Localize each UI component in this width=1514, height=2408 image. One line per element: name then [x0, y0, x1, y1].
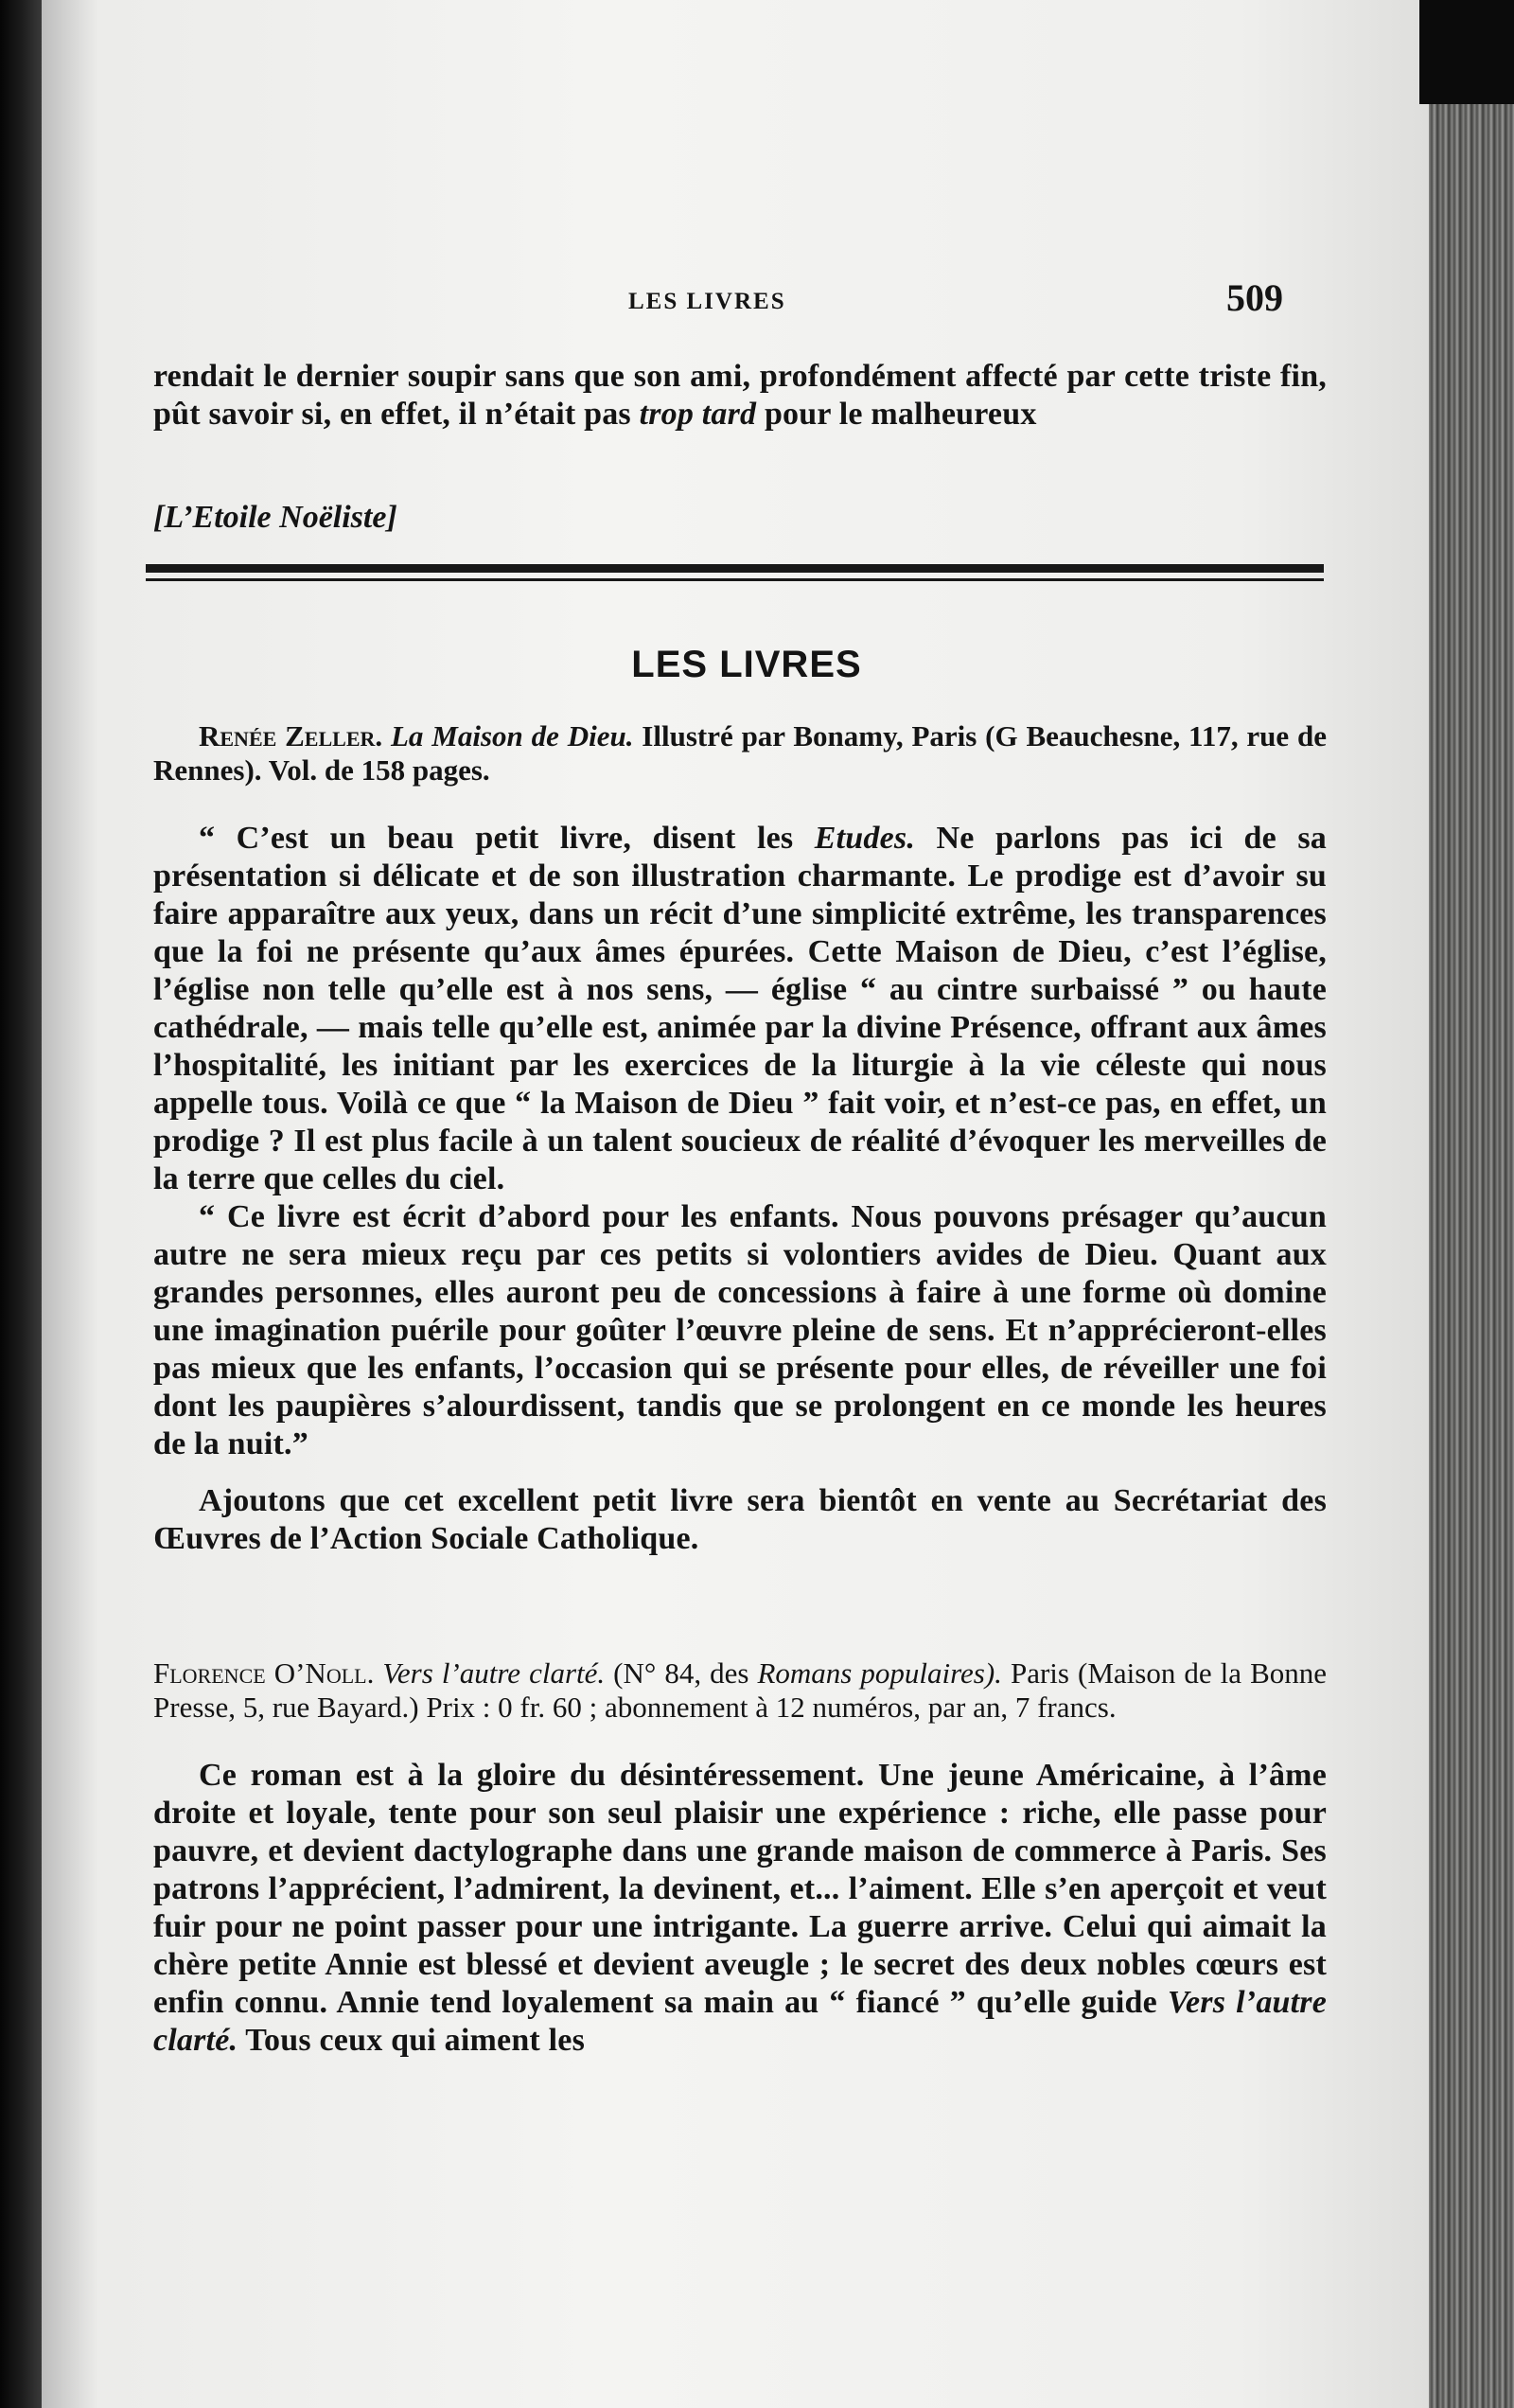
- book-1-reference: [153, 719, 1327, 788]
- page-edges-stack: [1429, 104, 1514, 2408]
- review-1-text-a: “ C’est un beau petit livre, disent les: [199, 821, 815, 856]
- continuation-text: [153, 358, 1327, 434]
- book-2-title: Vers l’autre clarté.: [382, 1656, 606, 1690]
- review-1-journal: Etudes.: [814, 821, 916, 856]
- section-rule-thin: [146, 578, 1324, 581]
- book-2-details-b: Paris (Maison de la Bonne Presse, 5, rue Bayard.) Prix : 0 fr. 60 ; abonnement à 12 numéros, par an, 7 francs.: [153, 1656, 1328, 1724]
- section-title: LES LIVRES: [631, 644, 862, 685]
- book-2-series: Romans populaires).: [757, 1656, 1002, 1690]
- book-page: [42, 0, 1452, 2408]
- book-entry-1: [153, 719, 1327, 1558]
- section-rule-thick: [146, 564, 1324, 573]
- page-edge-shadow: [1419, 0, 1514, 104]
- book-2-author: Florence O’Noll.: [153, 1656, 375, 1690]
- page-number: 509: [1226, 276, 1283, 319]
- book-1-review-paragraph-1: [153, 820, 1327, 1198]
- continuation-line-2: par cette triste fin, pût savoir si, en effet, il n’était pas: [153, 359, 1328, 432]
- book-2-details-a: (N° 84, des: [605, 1656, 758, 1690]
- book-2-review: [153, 1757, 1327, 2060]
- book-spine-shadow: [0, 0, 42, 2408]
- continuation-paragraph: [153, 358, 1327, 434]
- book-1-details: Illustré par Bonamy, Paris (G Beauchesne, 117, rue de Rennes). Vol. de 158 pages.: [153, 719, 1328, 787]
- continuation-line-3: pour le malheureux: [764, 397, 1037, 432]
- book-1-title: La Maison de Dieu.: [391, 719, 634, 752]
- book-2-reference: [153, 1656, 1327, 1725]
- review-2-italic-title: Vers l’autre clarté.: [153, 1985, 1327, 2058]
- review-2-text-a: Ce roman est à la gloire du désintéressement. Une jeune Américaine, à l’âme droite et loyale, tente pour son seul plaisir une expérience : riche, elle passe pour pauvre, et devient dactylographe dans une grande maison de commerce à Paris. Ses patrons l’apprécient, l’admirent, la devinent, et... l’aiment. Elle s’en aperçoit et veut fuir pour ne point passer pour une intrigante. La guerre arrive. Celui qui aimait la chère petite Annie est blessé et devient aveugle ; le secret des deux nobles cœurs est enfin connu. Annie tend loyalement sa main au “ fiancé ” qu’elle guide: [153, 1758, 1327, 2020]
- book-1-review-paragraph-2: “ Ce livre est écrit d’abord pour les enfants. Nous pouvons présager qu’aucun autre ne sera mieux reçu par ces petits si volontiers avides de Dieu. Quant aux grandes personnes, elles auront peu de concessions à faire à une forme où domine une imagination puérile pour goûter l’œuvre pleine de sens. Et n’apprécieront-elles pas mieux que les enfants, l’occasion qui se présente pour elles, de réveiller une foi dont les paupières s’alourdissent, tandis que se prolongent en ce monde les heures de la nuit.”: [153, 1199, 1327, 1461]
- book-1-note: Ajoutons que cet excellent petit livre sera bientôt en vente au Secrétariat des Œuvres de l’Action Sociale Catholique.: [153, 1483, 1327, 1556]
- book-entry-2: [153, 1656, 1327, 2060]
- review-2-text-b: Tous ceux qui aiment les: [238, 2023, 586, 2058]
- review-1-text-b: Ne parlons pas ici de sa présentation si délicate et de son illustration charmante. Le prodige est d’avoir su faire apparaître aux yeux, dans un récit d’une simplicité extrême, les transparences que la foi ne présente qu’aux âmes épurées. Cette Maison de Dieu, c’est l’église, l’église non telle qu’elle est à nos sens, — église “ au cintre surbaissé ” ou haute cathédrale, — mais telle qu’elle est, animée par la divine Présence, offrant aux âmes l’hospitalité, les initiant par les exercices de la liturgie à la vie céleste qui nous appelle tous. Voilà ce que “ la Maison de Dieu ” fait voir, et n’est-ce pas, en effet, un prodige ? Il est plus facile à un talent soucieux de réalité d’évoquer les merveilles de la terre que celles du ciel.: [153, 821, 1327, 1196]
- quote-source: [L’Etoile Noëliste]: [153, 500, 397, 535]
- book-1-author: Renée Zeller.: [199, 719, 383, 752]
- running-head-title: LES LIVRES: [628, 289, 786, 314]
- continuation-italic: trop tard: [639, 397, 757, 432]
- continuation-line-1: rendait le dernier soupir sans que son ami, profondément affecté: [153, 359, 1058, 394]
